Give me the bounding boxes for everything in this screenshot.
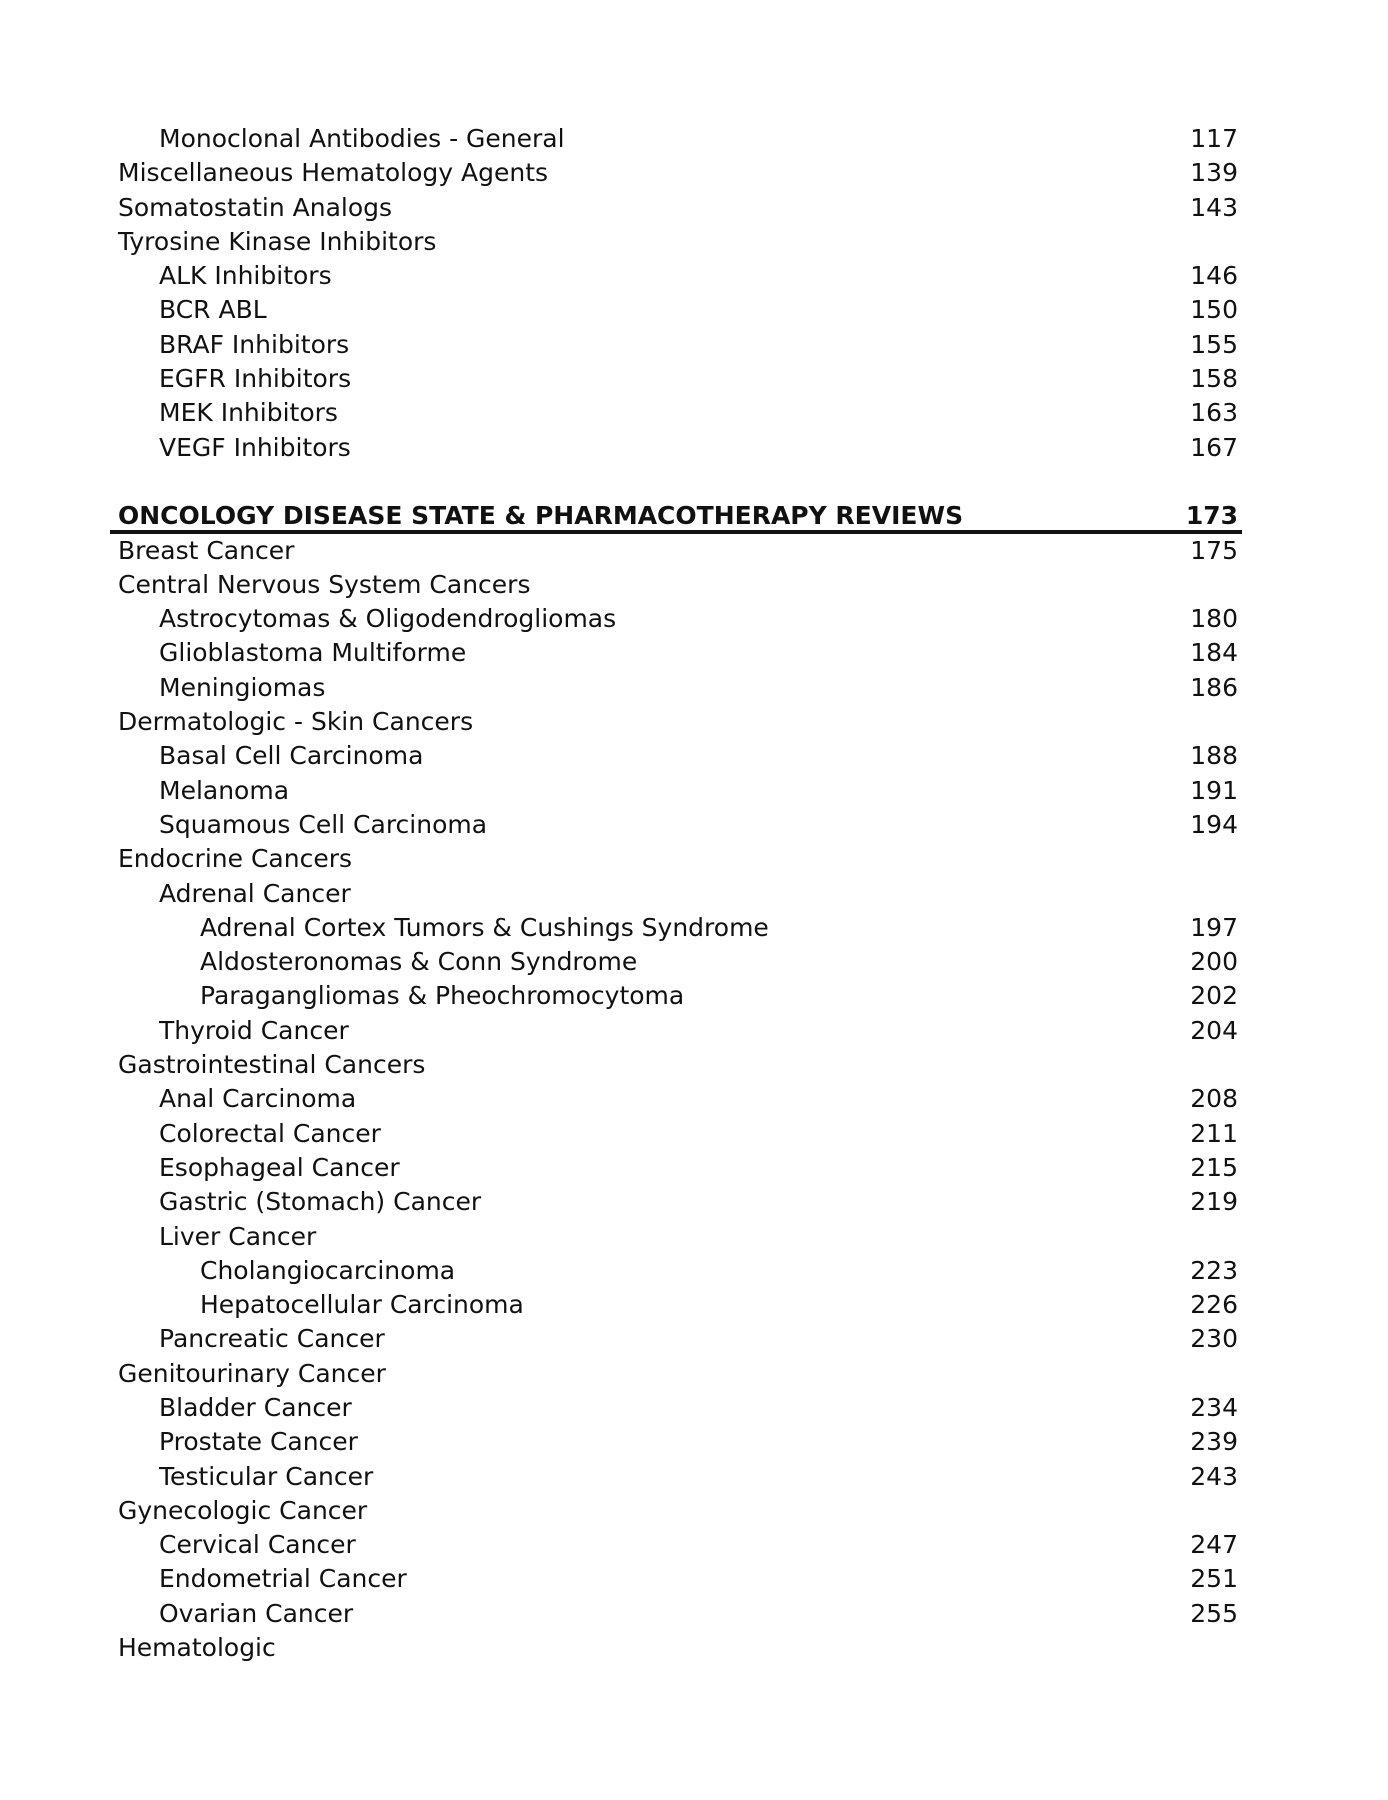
toc-entry-label: Anal Carcinoma <box>159 1084 357 1114</box>
toc-entry-label: Hematologic <box>118 1633 276 1663</box>
toc-entry[interactable] <box>118 739 1238 773</box>
toc-entry[interactable] <box>118 1151 1238 1185</box>
toc-entries-section <box>118 534 1238 1666</box>
section-divider-rule <box>110 530 1242 534</box>
section-heading-label: ONCOLOGY DISEASE STATE & PHARMACOTHERAPY REVIEWS <box>118 501 964 531</box>
toc-entry-label: Squamous Cell Carcinoma <box>159 809 488 839</box>
toc-entry-label: Paragangliomas & Pheochromocytoma <box>200 981 685 1011</box>
toc-entry[interactable] <box>118 911 1238 945</box>
toc-entry[interactable] <box>118 328 1238 362</box>
toc-entry-label: Monoclonal Antibodies - General <box>159 124 565 153</box>
toc-entry-label: Gynecologic Cancer <box>118 1495 368 1525</box>
toc-entry-page: 219 <box>1190 1187 1238 1217</box>
toc-entry-label: Cholangiocarcinoma <box>200 1255 456 1285</box>
toc-entry[interactable] <box>118 1288 1238 1322</box>
section-heading-page: 173 <box>1185 501 1238 531</box>
toc-entry-label: Testicular Cancer <box>159 1461 374 1491</box>
toc-entry-page: 146 <box>1190 261 1238 291</box>
toc-entry-label: Endometrial Cancer <box>159 1564 407 1594</box>
toc-entries-top <box>118 122 1238 465</box>
toc-entry[interactable] <box>118 671 1238 705</box>
toc-entry-label: Cervical Cancer <box>159 1530 356 1560</box>
toc-entry[interactable] <box>118 1494 1238 1528</box>
toc-entry-label: Endocrine Cancers <box>118 844 352 874</box>
toc-entry-page: 251 <box>1190 1564 1238 1594</box>
toc-entry-label: Gastric (Stomach) Cancer <box>159 1187 482 1217</box>
toc-entry-page: 197 <box>1190 912 1238 942</box>
toc-entry-page: 180 <box>1190 604 1238 634</box>
toc-entry-page: 167 <box>1190 432 1238 462</box>
toc-entry[interactable] <box>118 1117 1238 1151</box>
toc-entry-page: 139 <box>1190 158 1238 188</box>
toc-entry-label: Dermatologic - Skin Cancers <box>118 707 474 737</box>
toc-entry[interactable] <box>118 1254 1238 1288</box>
toc-entry[interactable] <box>118 293 1238 327</box>
toc-entry[interactable] <box>118 1631 1238 1665</box>
toc-entry-label: Central Nervous System Cancers <box>118 569 531 599</box>
toc-entry[interactable] <box>118 568 1238 602</box>
toc-entry-page: 223 <box>1190 1255 1238 1285</box>
toc-entry-page: 163 <box>1190 398 1238 428</box>
toc-entry[interactable] <box>118 945 1238 979</box>
toc-entry-page: 215 <box>1190 1152 1238 1182</box>
toc-entry[interactable] <box>118 842 1238 876</box>
toc-entry[interactable] <box>118 1220 1238 1254</box>
toc-entry[interactable] <box>118 191 1238 225</box>
toc-entry-label: Colorectal Cancer <box>159 1118 381 1148</box>
toc-entry-page: 143 <box>1190 192 1238 222</box>
toc-entry-page: 194 <box>1190 809 1238 839</box>
toc-entry-page: 184 <box>1190 638 1238 668</box>
toc-entry-label: Meningiomas <box>159 672 326 702</box>
toc-entry[interactable] <box>118 1460 1238 1494</box>
toc-entry[interactable] <box>118 1322 1238 1356</box>
toc-entry[interactable] <box>118 1425 1238 1459</box>
toc-entry-label: VEGF Inhibitors <box>159 432 351 462</box>
toc-entry-page: 211 <box>1190 1118 1238 1148</box>
toc-entry-label: Somatostatin Analogs <box>118 192 393 222</box>
toc-entry-page: 208 <box>1190 1084 1238 1114</box>
toc-entry-label: BCR ABL <box>159 295 267 325</box>
toc-entry-label: Melanoma <box>159 775 290 805</box>
toc-entry[interactable] <box>118 534 1238 568</box>
toc-entry[interactable] <box>118 259 1238 293</box>
toc-entry[interactable] <box>118 1528 1238 1562</box>
toc-entry-label: Hepatocellular Carcinoma <box>200 1290 524 1320</box>
toc-entry-label: Adrenal Cortex Tumors & Cushings Syndrome <box>200 912 769 942</box>
toc-entry[interactable] <box>118 1357 1238 1391</box>
toc-entry[interactable] <box>118 774 1238 808</box>
toc-entry-page: 243 <box>1190 1461 1238 1491</box>
toc-entry-page: 186 <box>1190 672 1238 702</box>
toc-entry[interactable] <box>118 979 1238 1013</box>
toc-entry[interactable] <box>118 1597 1238 1631</box>
toc-entry[interactable] <box>118 877 1238 911</box>
toc-entry-label: Prostate Cancer <box>159 1427 358 1457</box>
toc-entry-label: Thyroid Cancer <box>159 1015 349 1045</box>
toc-entry-page: 200 <box>1190 947 1238 977</box>
toc-entry-page: 175 <box>1190 535 1238 565</box>
toc-entry[interactable] <box>118 1014 1238 1048</box>
toc-entry-page: 255 <box>1190 1598 1238 1628</box>
toc-entry-page: 234 <box>1190 1392 1238 1422</box>
toc-entry-page: 117 <box>1190 124 1238 153</box>
toc-entry-label: Tyrosine Kinase Inhibitors <box>118 226 437 256</box>
toc-entry[interactable] <box>118 396 1238 430</box>
toc-entry-label: Bladder Cancer <box>159 1392 352 1422</box>
toc-entry-label: EGFR Inhibitors <box>159 364 352 394</box>
toc-entry[interactable] <box>118 122 1238 156</box>
toc-entry-page: 230 <box>1190 1324 1238 1354</box>
toc-entry[interactable] <box>118 636 1238 670</box>
toc-entry-label: Miscellaneous Hematology Agents <box>118 158 549 188</box>
toc-entry-page: 202 <box>1190 981 1238 1011</box>
toc-entry-page: 155 <box>1190 329 1238 359</box>
toc-entry-page: 150 <box>1190 295 1238 325</box>
toc-entry-label: Gastrointestinal Cancers <box>118 1050 426 1080</box>
toc-entry-label: Astrocytomas & Oligodendrogliomas <box>159 604 617 634</box>
toc-entry-label: Pancreatic Cancer <box>159 1324 385 1354</box>
toc-entry[interactable] <box>118 431 1238 465</box>
toc-entry-page: 204 <box>1190 1015 1238 1045</box>
toc-entry-label: Aldosteronomas & Conn Syndrome <box>200 947 638 977</box>
toc-entry-page: 247 <box>1190 1530 1238 1560</box>
toc-entry[interactable] <box>118 1391 1238 1425</box>
toc-entry-label: ALK Inhibitors <box>159 261 332 291</box>
toc-entry-label: Basal Cell Carcinoma <box>159 741 424 771</box>
toc-entry-label: MEK Inhibitors <box>159 398 338 428</box>
toc-entry[interactable] <box>118 225 1238 259</box>
table-of-contents <box>118 122 1238 1665</box>
toc-entry[interactable] <box>118 362 1238 396</box>
toc-entry-label: Glioblastoma Multiforme <box>159 638 467 668</box>
toc-entry[interactable] <box>118 156 1238 190</box>
toc-entry[interactable] <box>118 602 1238 636</box>
toc-entry-page: 191 <box>1190 775 1238 805</box>
toc-entry[interactable] <box>118 808 1238 842</box>
toc-entry[interactable] <box>118 1185 1238 1219</box>
toc-entry-label: Esophageal Cancer <box>159 1152 400 1182</box>
toc-entry[interactable] <box>118 705 1238 739</box>
toc-entry[interactable] <box>118 1562 1238 1596</box>
toc-entry-page: 158 <box>1190 364 1238 394</box>
toc-entry-page: 226 <box>1190 1290 1238 1320</box>
toc-entry-label: Ovarian Cancer <box>159 1598 354 1628</box>
section-spacer <box>118 465 1238 499</box>
toc-entry-label: Adrenal Cancer <box>159 878 351 908</box>
toc-entry-page: 239 <box>1190 1427 1238 1457</box>
toc-entry-page: 188 <box>1190 741 1238 771</box>
toc-entry[interactable] <box>118 1082 1238 1116</box>
section-heading[interactable] <box>118 499 1238 533</box>
toc-entry-label: Genitourinary Cancer <box>118 1358 386 1388</box>
toc-entry-label: Breast Cancer <box>118 535 295 565</box>
toc-entry-label: Liver Cancer <box>159 1221 317 1251</box>
toc-entry[interactable] <box>118 1048 1238 1082</box>
toc-entry-label: BRAF Inhibitors <box>159 329 350 359</box>
